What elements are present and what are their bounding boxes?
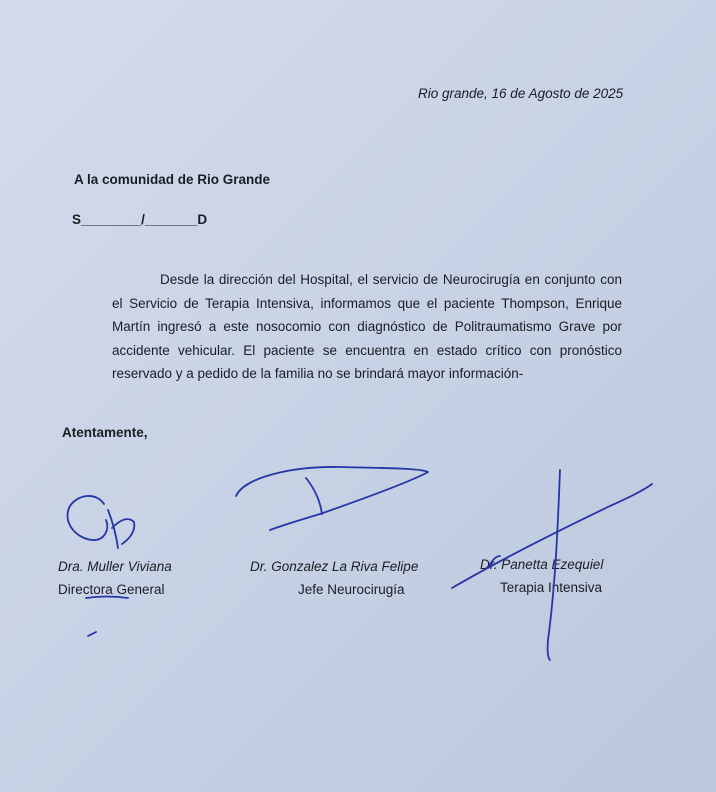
signature-2 [236,467,428,530]
date-line: Rio grande, 16 de Agosto de 2025 [418,86,624,101]
signatory-name-1: Dra. Muller Viviana [58,559,172,574]
greeting: A la comunidad de Rio Grande [74,172,271,187]
signatory-role-2: Jefe Neurocirugía [298,582,405,597]
signatory-role-3: Terapia Intensiva [500,580,603,595]
signatory-name-2: Dr. Gonzalez La Riva Felipe [250,559,419,574]
signatory-role-1: Directora General [58,582,165,597]
salutation: S________/_______D [72,212,208,227]
ink-mark [88,632,96,636]
letter-body: Desde la dirección del Hospital, el servicio de Neurocirugía en conjunto con el Servicio de Terapia Intensiva, informamos que el paciente Thompson, Enrique Martín ingresó a este nosocomio con diagnóstico de Politraumatismo Grave por accidente vehicular. El paciente se encuentra en estado crítico con pronóstico reservado y a pedido de la familia no se brindará mayor información- [112,272,622,381]
signatory-name-3: Dr. Panetta Ezequiel [480,557,604,572]
closing: Atentamente, [62,425,148,440]
